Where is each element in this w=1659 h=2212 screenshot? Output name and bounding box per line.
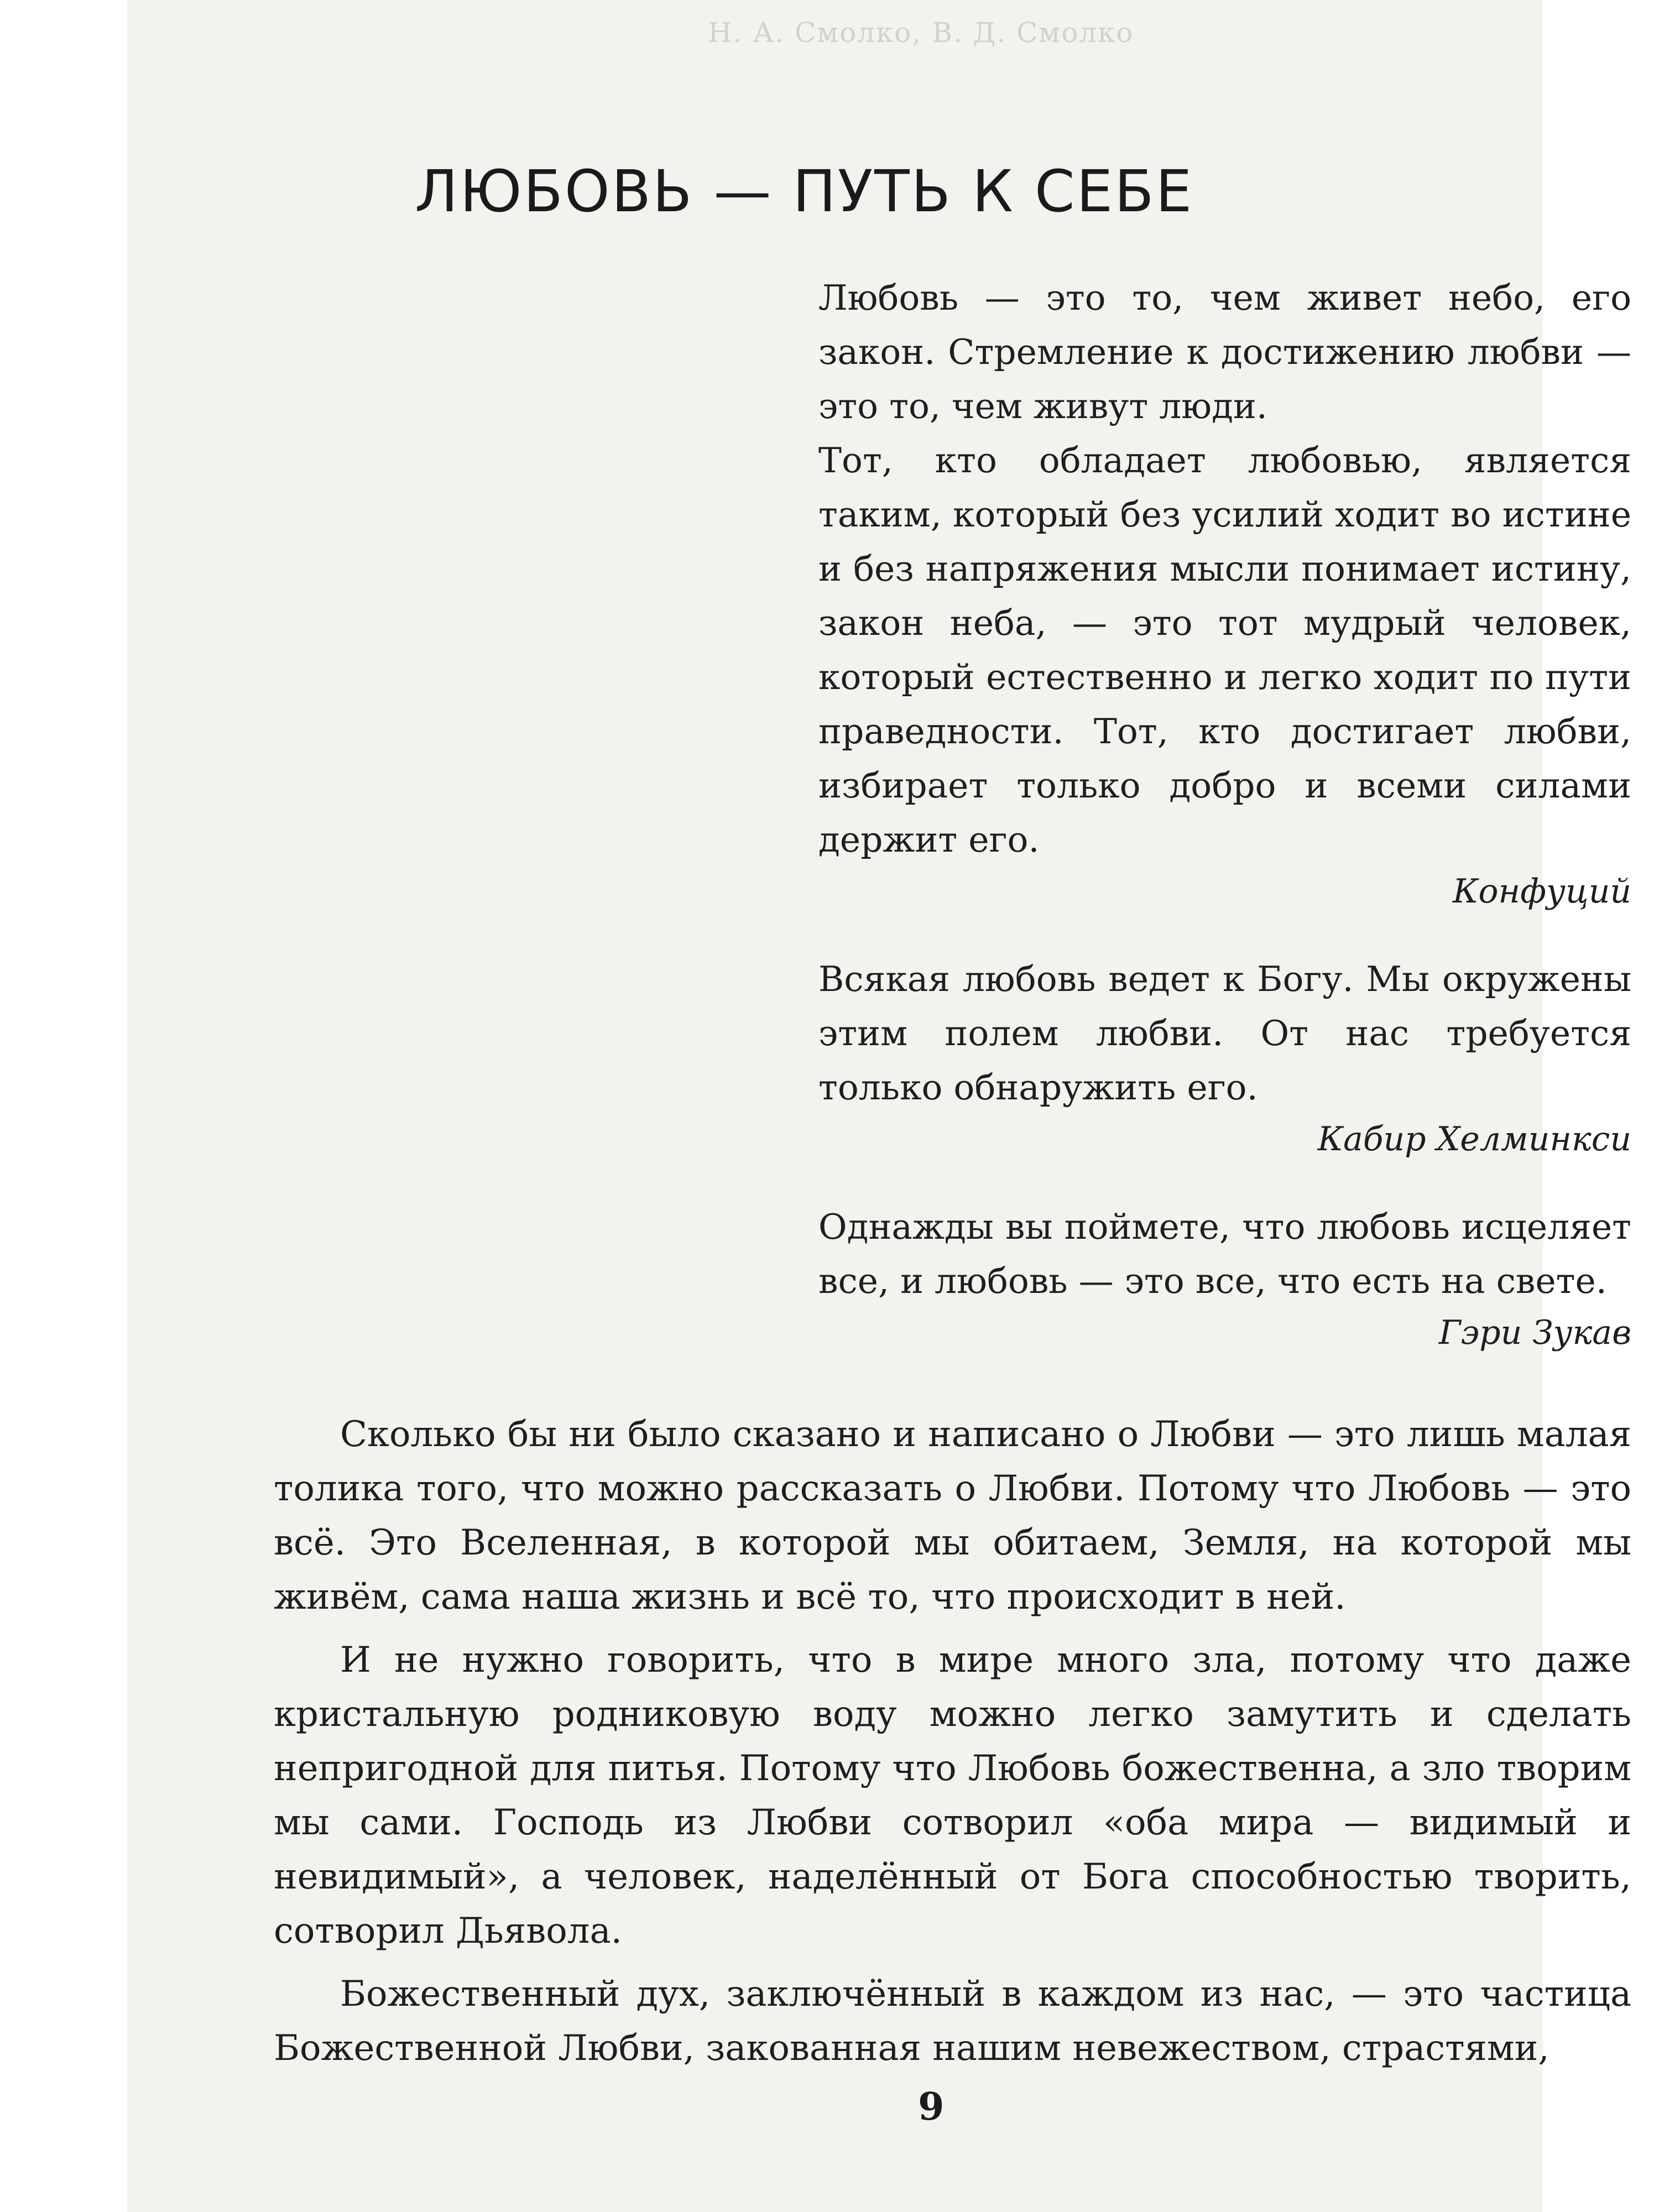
epigraph-paragraph: Любовь — это то, чем живет небо, его закон. Стремление к достижению любви — это то, чем живут люди. bbox=[818, 278, 1631, 426]
epigraph-author: Гэри Зукав bbox=[1438, 1313, 1631, 1352]
epigraphs-block bbox=[818, 271, 1631, 1357]
chapter-title: ЛЮБОВЬ — ПУТЬ К СЕБЕ bbox=[415, 157, 1194, 225]
body-paragraph: Сколько бы ни было сказано и написано о Любви — это лишь малая толика того, что можно рассказать о Любви. Потому что Любовь — это всё. Это Вселенная, в которой мы обитаем, Земля, на которой мы живём, сама наша жизнь и всё то, что происходит в ней. bbox=[274, 1414, 1631, 1618]
body-paragraph: Божественный дух, заключённый в каждом из нас, — это частица Божественной Любви, закованная нашим невежеством, страстями, bbox=[274, 1974, 1631, 2069]
spacer bbox=[818, 916, 1631, 952]
body-text bbox=[274, 1407, 1631, 2084]
epigraph-kabir bbox=[818, 952, 1631, 1164]
epigraph-zukav bbox=[818, 1200, 1631, 1357]
spacer bbox=[818, 1164, 1631, 1200]
epigraph-confucius bbox=[818, 271, 1631, 916]
epigraph-paragraph: Однажды вы поймете, что любовь исцеляет все, и любовь — это все, что есть на свете. bbox=[818, 1207, 1631, 1301]
book-page bbox=[127, 0, 1631, 2212]
epigraph-author: Кабир Хелминкси bbox=[1317, 1120, 1631, 1159]
body-paragraph: И не нужно говорить, что в мире много зла, потому что даже кристальную родниковую воду можно легко замутить и сделать непригодной для питья. Потому что Любовь божественна, а зло творим мы сами. Господь из Любви сотворил «оба мира — видимый и невидимый», а человек, наделённый от Бога способностью творить, сотворил Дьявола. bbox=[274, 1640, 1631, 1952]
running-header: Н. А. Смолко, В. Д. Смолко bbox=[708, 17, 1134, 49]
epigraph-paragraph: Тот, кто обладает любовью, является таким, который без усилий ходит во истине и без напряжения мысли понимает истину, закон неба, — это тот мудрый человек, который естественно и легко ходит по пути праведности. Тот, кто достигает любви, избирает только добро и всеми силами держит его. bbox=[818, 440, 1631, 860]
epigraph-paragraph: Всякая любовь ведет к Богу. Мы окружены этим полем любви. От нас требуется только обнаружить его. bbox=[818, 959, 1631, 1108]
epigraph-author: Конфуций bbox=[1453, 872, 1631, 911]
page-number: 9 bbox=[918, 2085, 945, 2129]
